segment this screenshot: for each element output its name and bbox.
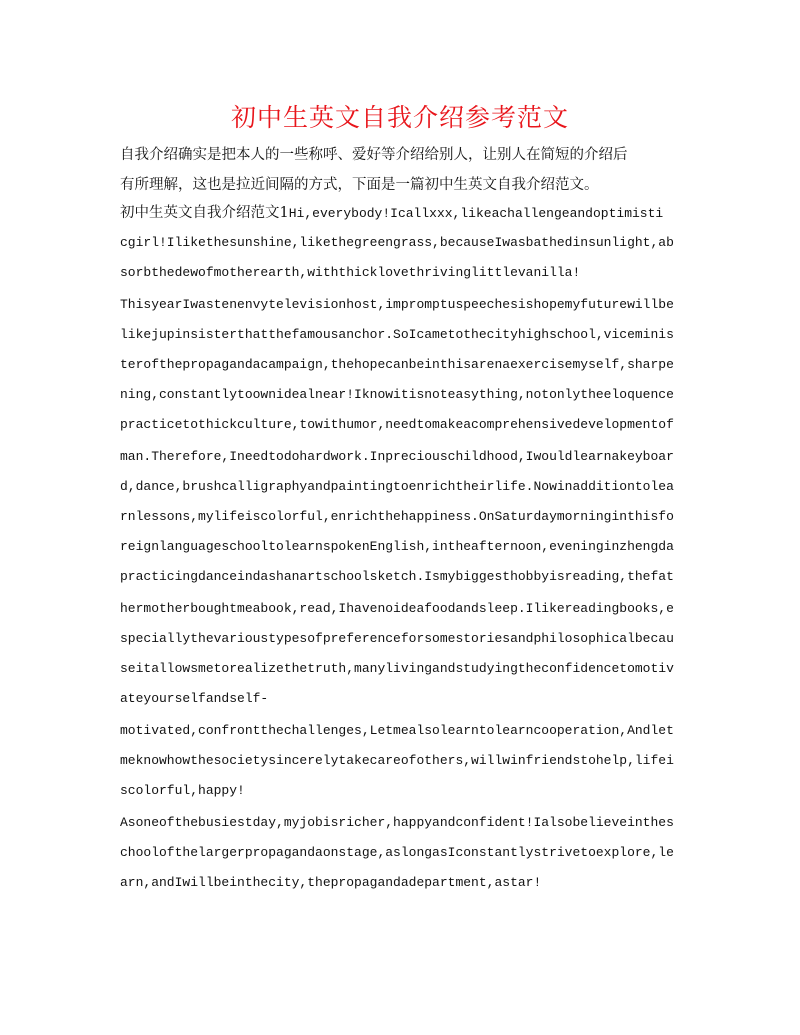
essay-line: practicingdanceindashanartschoolsketch.Ismybiggesthobbyisreading,thefat — [120, 569, 674, 584]
essay-line: hermotherboughtmeabook,read,Ihavenoideafoodandsleep.Ilikereadingbooks,e — [120, 601, 674, 616]
essay-line: man.Therefore,Ineedtodohardwork.Inpreciouschildhood,Iwouldlearnakeyboar — [120, 449, 674, 464]
essay-line: cgirl!Ilikethesunshine,likethegreengrass,becauseIwasbathedinsunlight,ab — [120, 235, 674, 250]
document-title: 初中生英文自我介绍参考范文 — [230, 103, 569, 132]
essay-line: practicetothickculture,towithumor,needtomakeacomprehensivedevelopmentof — [120, 417, 674, 432]
essay-line: terofthepropagandacampaign,thehopecanbeinthisarenaexercisemyself,sharpe — [120, 357, 674, 372]
essay-heading: 初中生英文自我介绍范文1 — [120, 205, 289, 221]
essay-line: reignlanguageschooltolearnspokenEnglish,intheafternoon,eveninginzhengda — [120, 539, 674, 554]
essay-line: likejupinsisterthatthefamousanchor.SoIcametothecityhighschool,viceminis — [120, 327, 674, 342]
essay-line: ning,constantlytoownidealnear!Iknowitisnoteasything,notonlytheeloquence — [120, 387, 674, 402]
essay-line: meknowhowthesocietysincerelytakecareofothers,willwinfriendstohelp,lifei — [120, 753, 674, 768]
essay-line: rnlessons,mylifeiscolorful,enrichthehappiness.OnSaturdaymorninginthisfo — [120, 509, 674, 524]
essay-line-text: Hi,everybody!Icallxxx,likeachallengeandoptimisti — [288, 206, 664, 221]
essay-line: speciallythevarioustypesofpreferenceforsomestoriesandphilosophicalbecau — [120, 631, 674, 646]
essay-line: arn,andIwillbeinthecity,thepropagandadepartment,astar! — [120, 875, 542, 890]
essay-line: choolofthelargerpropagandaonstage,aslongasIconstantlystrivetoexplore,le — [120, 845, 674, 860]
essay-line-1 — [120, 203, 680, 224]
essay-line: ateyourselfandself- — [120, 691, 269, 706]
essay-line: sorbthedewofmotherearth,withthicklovethrivinglittlevanilla! — [120, 265, 581, 280]
essay-line: scolorful,happy! — [120, 783, 245, 798]
essay-line: ThisyearIwastenenvytelevisionhost,impromptuspeechesishopemyfuturewillbe — [120, 297, 674, 312]
intro-line-2: 有所理解，这也是拉近间隔的方式，下面是一篇初中生英文自我介绍范文。 — [120, 177, 599, 193]
essay-line: seitallowsmetorealizethetruth,manylivingandstudyingtheconfidencetomotiv — [120, 661, 674, 676]
essay-line: motivated,confrontthechallenges,Letmealsolearntolearncooperation,Andlet — [120, 723, 674, 738]
essay-line: d,dance,brushcalligraphyandpaintingtoenrichtheirlife.Nowinadditiontolea — [120, 479, 674, 494]
intro-line-1: 自我介绍确实是把本人的一些称呼、爱好等介绍给别人，让别人在简短的介绍后 — [120, 147, 628, 163]
essay-line: Asoneofthebusiestday,myjobisricher,happyandconfident!Ialsobelieveinthes — [120, 815, 674, 830]
